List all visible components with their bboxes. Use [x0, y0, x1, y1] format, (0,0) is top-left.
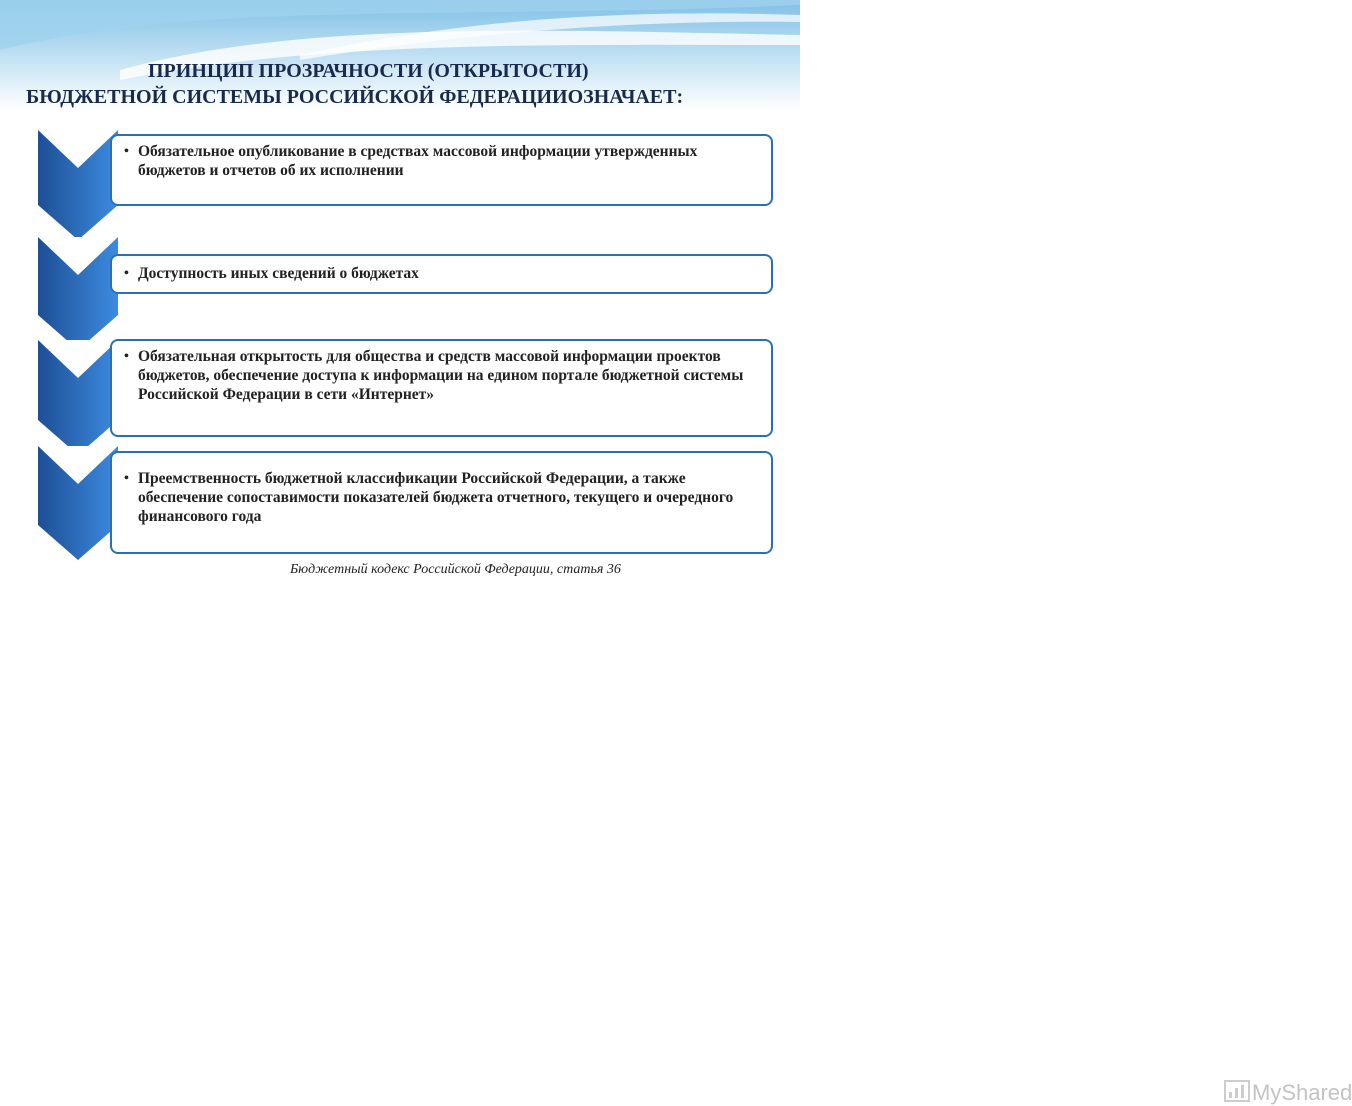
watermark-text: MyShared	[1252, 1080, 1352, 1105]
principle-item-4	[110, 451, 773, 554]
bullet-icon: •	[124, 471, 129, 486]
item-text: Обязательное опубликование в средствах массовой информации утвержденных бюджетов и отчетов об их исполнении	[138, 143, 698, 179]
bullet-icon: •	[124, 266, 129, 281]
chevron-2	[38, 237, 118, 350]
chevron-4	[38, 446, 118, 560]
bullet-icon: •	[124, 144, 129, 159]
title-line-1: ПРИНЦИП ПРОЗРАЧНОСТИ (ОТКРЫТОСТИ)	[148, 60, 589, 82]
principle-item-2	[110, 254, 773, 294]
item-text: Обязательная открытость для общества и средств массовой информации проектов бюджетов, обеспечение доступа к информации на едином портале бюджетной системы Российской Федерации в сети «Интернет»	[138, 348, 744, 403]
source-citation: Бюджетный кодекс Российской Федерации, статья 36	[290, 562, 621, 577]
title-line-2: БЮДЖЕТНОЙ СИСТЕМЫ РОССИЙСКОЙ ФЕДЕРАЦИИОЗНАЧАЕТ:	[26, 86, 684, 108]
chevron-1	[38, 130, 118, 240]
principle-item-1	[110, 134, 773, 206]
bullet-icon: •	[124, 349, 129, 364]
item-text: Доступность иных сведений о бюджетах	[138, 265, 419, 282]
item-text: Преемственность бюджетной классификации Российской Федерации, а также обеспечение сопоставимости показателей бюджета отчетного, текущего и очередного финансового года	[138, 470, 734, 525]
chevron-3	[38, 340, 118, 455]
principle-item-3	[110, 339, 773, 437]
chart-logo-icon	[1224, 1080, 1250, 1102]
